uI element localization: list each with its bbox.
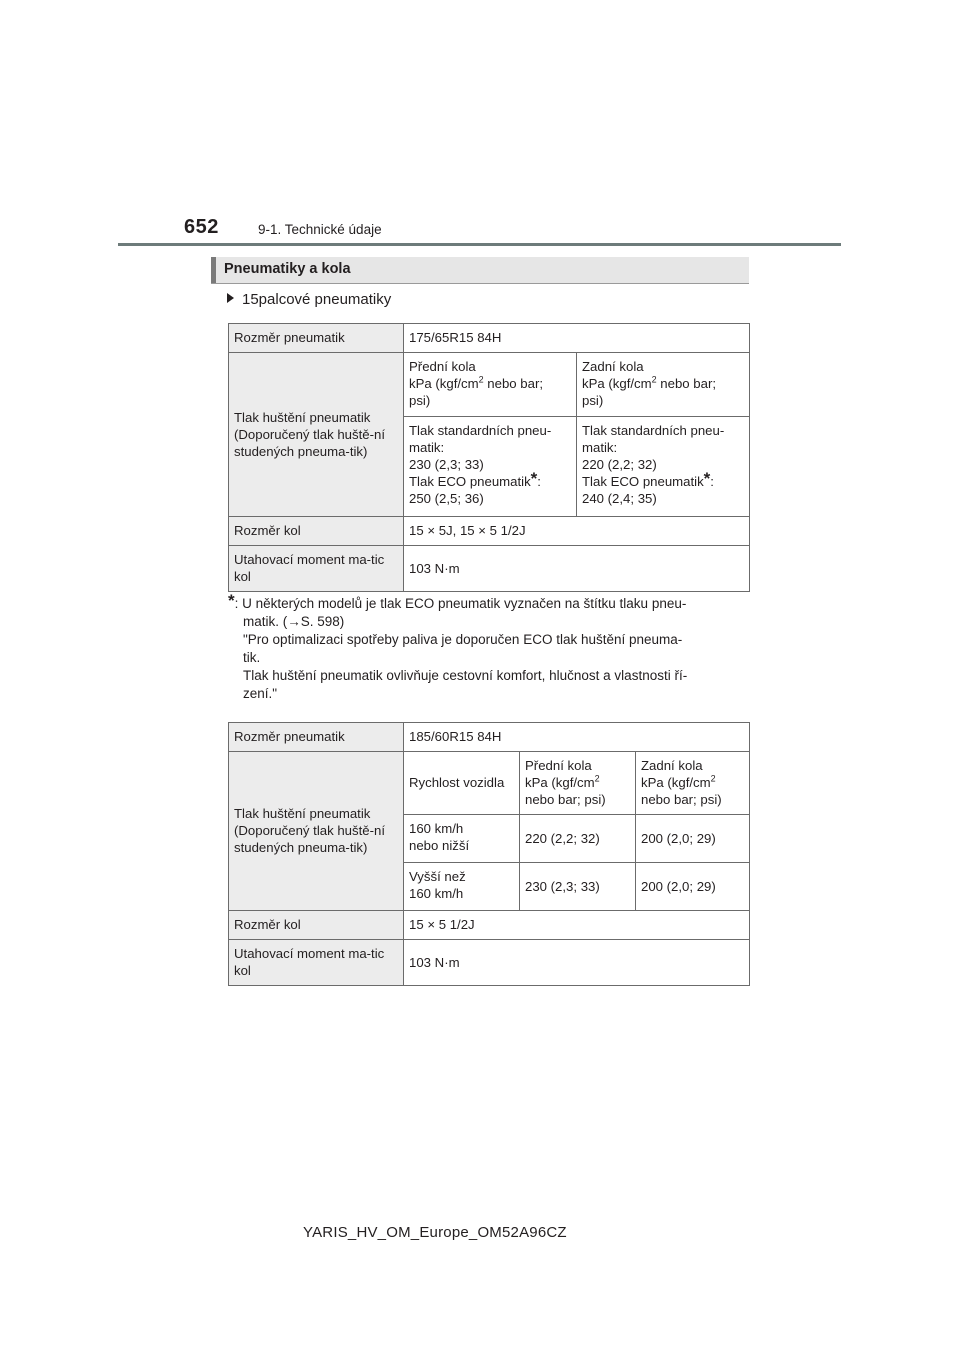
tire-spec-table-15in-a xyxy=(228,323,750,592)
pressure-label: Tlak huštění pneumatik (Doporučený tlak huště-ní studených pneuma-tik) xyxy=(229,353,404,517)
front-pressure-values: Tlak standardních pneu- matik: 230 (2,3; 33) Tlak ECO pneumatik*: 250 (2,5; 36) xyxy=(404,417,577,517)
table-row xyxy=(229,546,750,592)
torque-value: 103 N·m xyxy=(404,546,750,592)
subsection-heading xyxy=(227,291,391,308)
tire-size-value: 185/60R15 84H xyxy=(404,723,750,752)
rear-wheels-header: Zadní kola kPa ($kgf/cm^2$ nebo bar; psi) xyxy=(577,353,750,417)
wheel-size-label: Rozměr kol xyxy=(229,517,404,546)
section-title: Pneumatiky a kola xyxy=(224,261,351,277)
table-row xyxy=(229,517,750,546)
wheel-size-value: 15 × 5J, 15 × 5 1/2J xyxy=(404,517,750,546)
pressure-label: Tlak huštění pneumatik (Doporučený tlak huště-ní studených pneuma-tik) xyxy=(229,752,404,911)
torque-label: Utahovací moment ma-tic kol xyxy=(229,546,404,592)
tire-spec-table-15in-b xyxy=(228,722,750,986)
front-pressure-value: 230 (2,3; 33) xyxy=(520,863,636,911)
tire-size-label: Rozměr pneumatik xyxy=(229,723,404,752)
footnote: *: U některých modelů je tlak ECO pneumatik vyznačen na štítku tlaku pneu- matik. (→S. 598) "Pro optimalizaci spotřeby paliva je doporučen ECO tlak huštění pneuma- tik. Tlak huštění pneumatik ovlivňuje cestovní komfort, hlučnost a vlastnosti ří- zení." xyxy=(228,591,688,701)
rear-pressure-values: Tlak standardních pneu- matik: 220 (2,2; 32) Tlak ECO pneumatik*: 240 (2,4; 35) xyxy=(577,417,750,517)
table-row xyxy=(229,752,750,815)
speed-value: 160 km/h nebo nižší xyxy=(404,815,520,863)
footnote-star: * xyxy=(228,591,235,610)
header-rule xyxy=(118,243,841,246)
rear-wheels-header: Zadní kola kPa ($kgf/cm^2$ nebo bar; psi) xyxy=(636,752,750,815)
table-row xyxy=(229,940,750,986)
rear-pressure-value: 200 (2,0; 29) xyxy=(636,815,750,863)
section-title-accent xyxy=(211,257,216,283)
section-title-bar xyxy=(211,257,749,284)
speed-value: Vyšší než 160 km/h xyxy=(404,863,520,911)
subsection-label: 15palcové pneumatiky xyxy=(242,291,392,308)
triangle-bullet-icon xyxy=(227,293,234,303)
page-number: 652 xyxy=(184,216,219,238)
front-pressure-value: 220 (2,2; 32) xyxy=(520,815,636,863)
wheel-size-label: Rozměr kol xyxy=(229,911,404,940)
speed-header: Rychlost vozidla xyxy=(404,752,520,815)
tire-size-value: 175/65R15 84H xyxy=(404,324,750,353)
front-wheels-header: Přední kola kPa ($kgf/cm^2$ nebo bar; psi) xyxy=(520,752,636,815)
document-code-footer: YARIS_HV_OM_Europe_OM52A96CZ xyxy=(303,1224,567,1241)
front-wheels-header: Přední kola kPa ($kgf/cm^2$ nebo bar; psi) xyxy=(404,353,577,417)
table-row xyxy=(229,324,750,353)
torque-label: Utahovací moment ma-tic kol xyxy=(229,940,404,986)
table-row xyxy=(229,353,750,417)
table-row xyxy=(229,911,750,940)
chapter-title: 9-1. Technické údaje xyxy=(258,222,382,237)
tire-size-label: Rozměr pneumatik xyxy=(229,324,404,353)
wheel-size-value: 15 × 5 1/2J xyxy=(404,911,750,940)
rear-pressure-value: 200 (2,0; 29) xyxy=(636,863,750,911)
table-row xyxy=(229,723,750,752)
torque-value: 103 N·m xyxy=(404,940,750,986)
